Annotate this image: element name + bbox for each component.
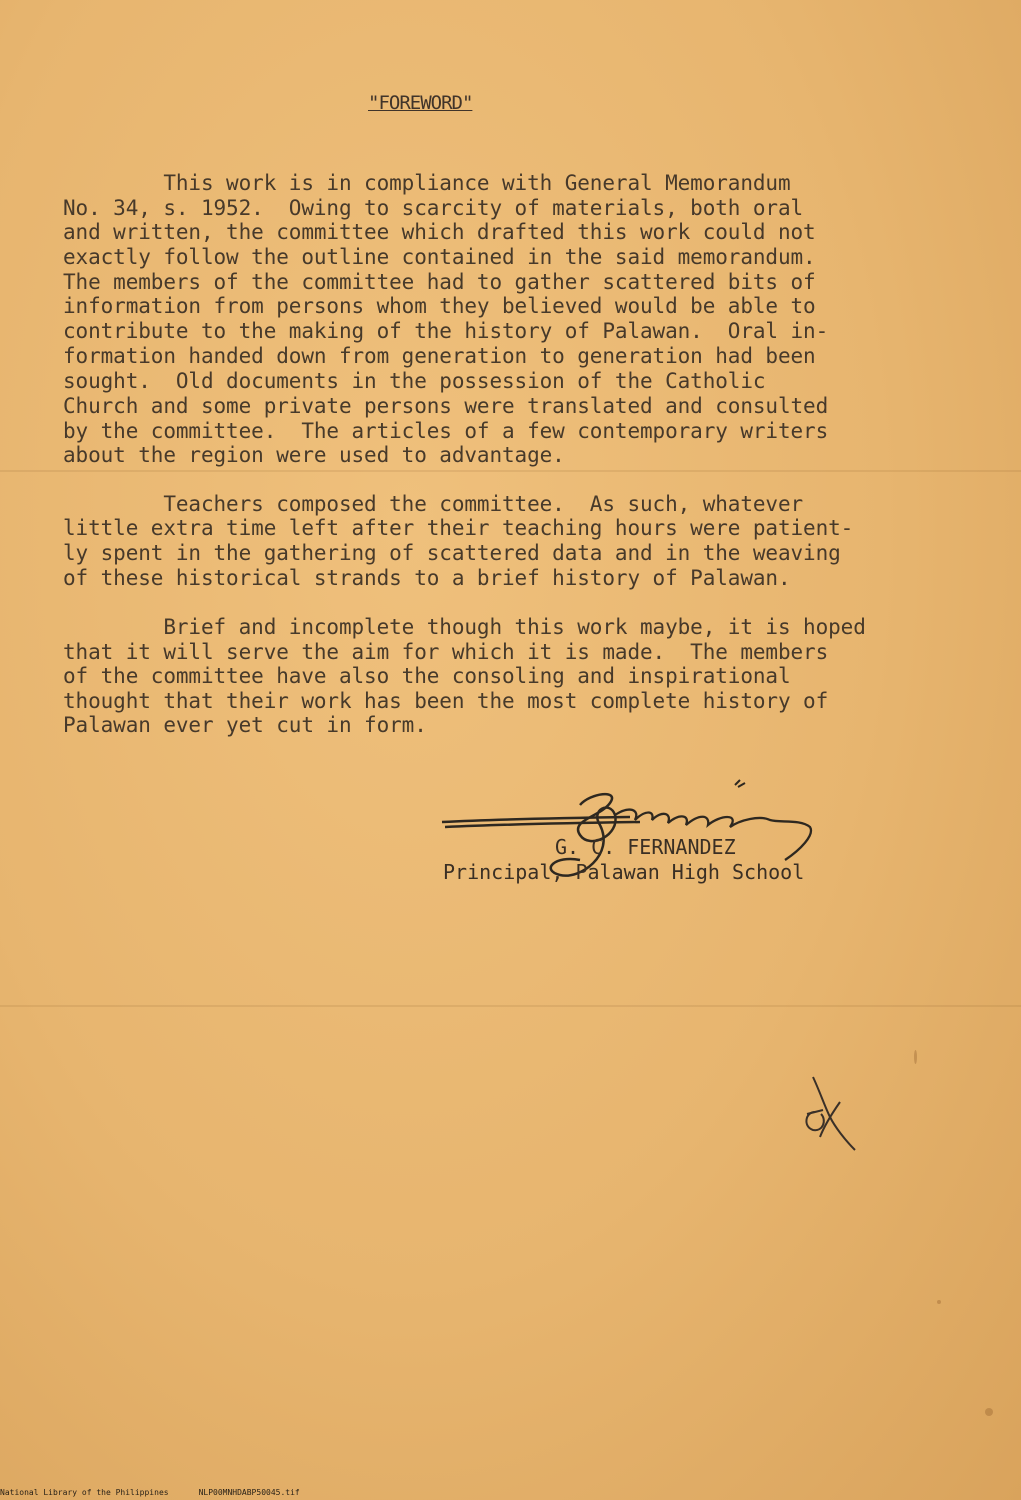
text-line: that it will serve the aim for which it is made. The members [63, 640, 829, 664]
text-line: little extra time left after their teaching hours were patient- [63, 516, 854, 540]
text-line: contribute to the making of the history of Palawan. Oral in- [63, 319, 829, 343]
text-line: of the committee have also the consoling and inspirational [63, 664, 791, 688]
text-line: formation handed down from generation to generation had been [63, 344, 816, 368]
text-line: of these historical strands to a brief history of Palawan. [63, 566, 791, 590]
footer-library: National Library of the Philippines [0, 1488, 169, 1497]
signatory-name: G. C. FERNANDEZ [555, 835, 736, 859]
text-line: thought that their work has been the most complete history of [63, 689, 829, 713]
signatory-title: Principal, Palawan High School [443, 860, 805, 884]
text-line: about the region were used to advantage. [63, 443, 565, 467]
text-line: Brief and incomplete though this work maybe, it is hoped [63, 615, 866, 639]
text-line: No. 34, s. 1952. Owing to scarcity of materials, both oral [63, 196, 804, 220]
text-line: information from persons whom they believed would be able to [63, 294, 816, 318]
text-line: Teachers composed the committee. As such, whatever [63, 492, 804, 516]
stain-spot [985, 1408, 993, 1416]
text-line: exactly follow the outline contained in the said memorandum. [63, 245, 816, 269]
text-line: sought. Old documents in the possession of the Catholic [63, 369, 766, 393]
text-line: ly spent in the gathering of scattered data and in the weaving [63, 541, 841, 565]
text-line: Palawan ever yet cut in form. [63, 713, 427, 737]
text-line: and written, the committee which drafted this work could not [63, 220, 816, 244]
paper-fold [0, 1005, 1021, 1007]
paper-fold [0, 470, 1021, 472]
stain-spot [937, 1300, 941, 1304]
text-line: Church and some private persons were translated and consulted [63, 394, 829, 418]
handwritten-initials [795, 1072, 865, 1157]
text-line: The members of the committee had to gather scattered bits of [63, 270, 816, 294]
text-line: This work is in compliance with General Memorandum [63, 171, 791, 195]
footer-filename: NLP00MNHDABP50045.tif [198, 1488, 300, 1497]
ink-mark [914, 1050, 917, 1064]
archive-footer [0, 1488, 330, 1497]
text-line: by the committee. The articles of a few contemporary writers [63, 419, 829, 443]
document-title: "FOREWORD" [368, 92, 473, 114]
